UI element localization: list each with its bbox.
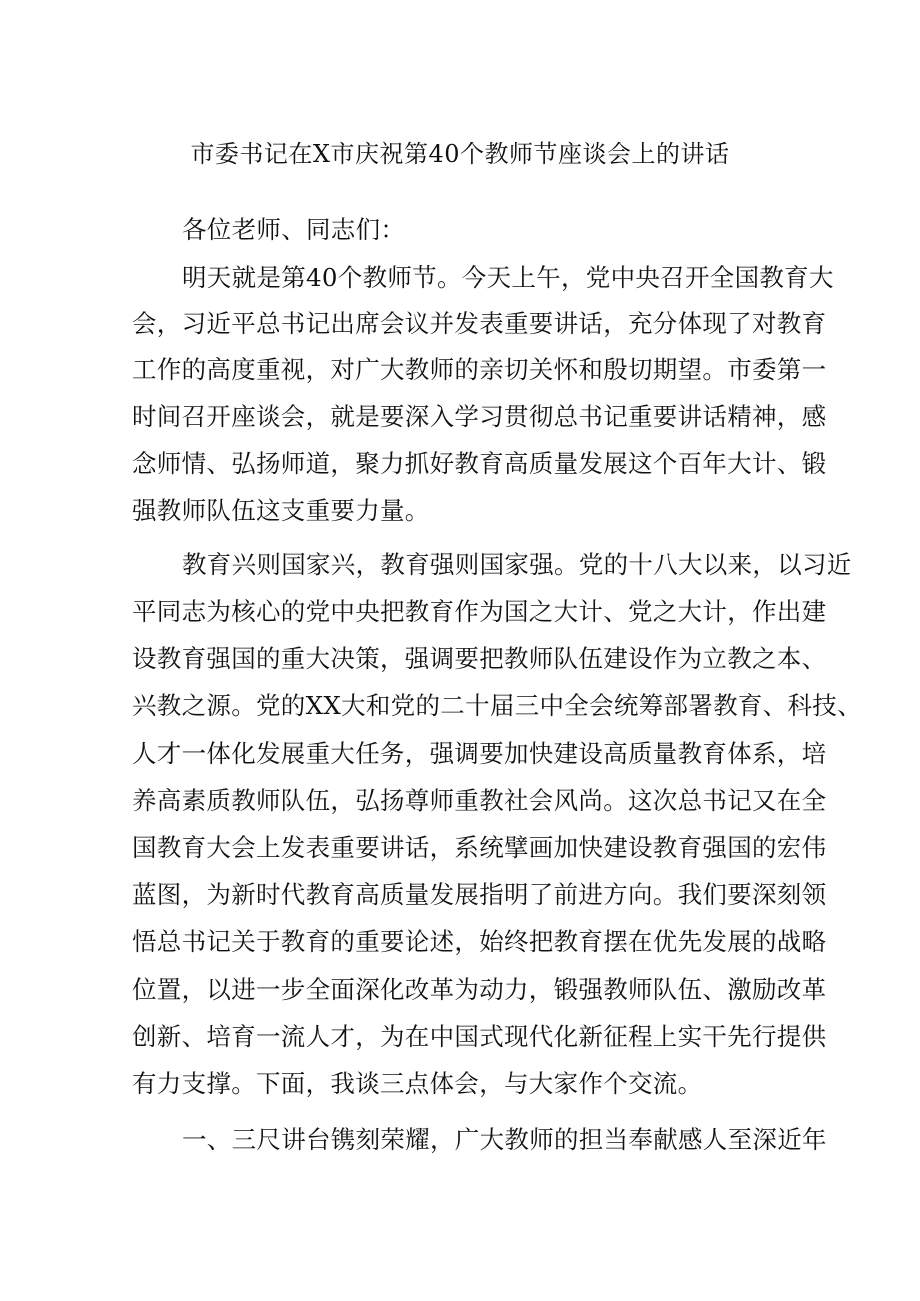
paragraph-2-line-4: 兴教之源。党的XX大和党的二十届三中全会统筹部署教育、科技、 [132, 691, 862, 720]
paragraph-1-line-5: 念师情、弘扬师道，聚力抓好教育高质量发展这个百年大计、锻 [132, 449, 827, 478]
paragraph-2-line-12: 有力支撑。下面，我谈三点体会，与大家作个交流。 [132, 1069, 703, 1098]
paragraph-2-line-2: 平同志为核心的党中央把教育作为国之大计、党之大计，作出建 [132, 597, 827, 626]
paragraph-2-line-6: 养高素质教师队伍，弘扬尊师重教社会风尚。这次总书记又在全 [132, 786, 827, 815]
paragraph-1-line-2: 会，习近平总书记出席会议并发表重要讲话，充分体现了对教育 [132, 309, 827, 338]
paragraph-2-line-8: 蓝图，为新时代教育高质量发展指明了前进方向。我们要深刻领 [132, 880, 827, 909]
paragraph-2-line-3: 设教育强国的重大决策，强调要把教师队伍建设作为立教之本、 [132, 644, 827, 673]
paragraph-1-line-1: 明天就是第40个教师节。今天上午，党中央召开全国教育大 [182, 263, 834, 292]
paragraph-2-line-1: 教育兴则国家兴，教育强则国家强。党的十八大以来，以习近 [182, 550, 852, 579]
paragraph-2-line-11: 创新、培育一流人才，为在中国式现代化新征程上实干先行提供 [132, 1022, 827, 1051]
paragraph-1-line-4: 时间召开座谈会，就是要深入学习贯彻总书记重要讲话精神，感 [132, 402, 827, 431]
paragraph-1-line-3: 工作的高度重视，对广大教师的亲切关怀和殷切期望。市委第一 [132, 355, 827, 384]
paragraph-2-line-9: 悟总书记关于教育的重要论述，始终把教育摆在优先发展的战略 [132, 927, 827, 956]
salutation: 各位老师、同志们： [182, 215, 406, 244]
paragraph-2-line-5: 人才一体化发展重大任务，强调要加快建设高质量教育体系，培 [132, 739, 827, 768]
section-heading-1: 一、三尺讲台镌刻荣耀，广大教师的担当奉献感人至深近年 [182, 1125, 827, 1154]
paragraph-2-line-7: 国教育大会上发表重要讲话，系统擘画加快建设教育强国的宏伟 [132, 833, 827, 862]
page-title: 市委书记在X市庆祝第40个教师节座谈会上的讲话 [190, 140, 730, 168]
paragraph-1-line-6: 强教师队伍这支重要力量。 [132, 496, 430, 525]
paragraph-2-line-10: 位置，以进一步全面深化改革为动力，锻强教师队伍、激励改革 [132, 975, 827, 1004]
